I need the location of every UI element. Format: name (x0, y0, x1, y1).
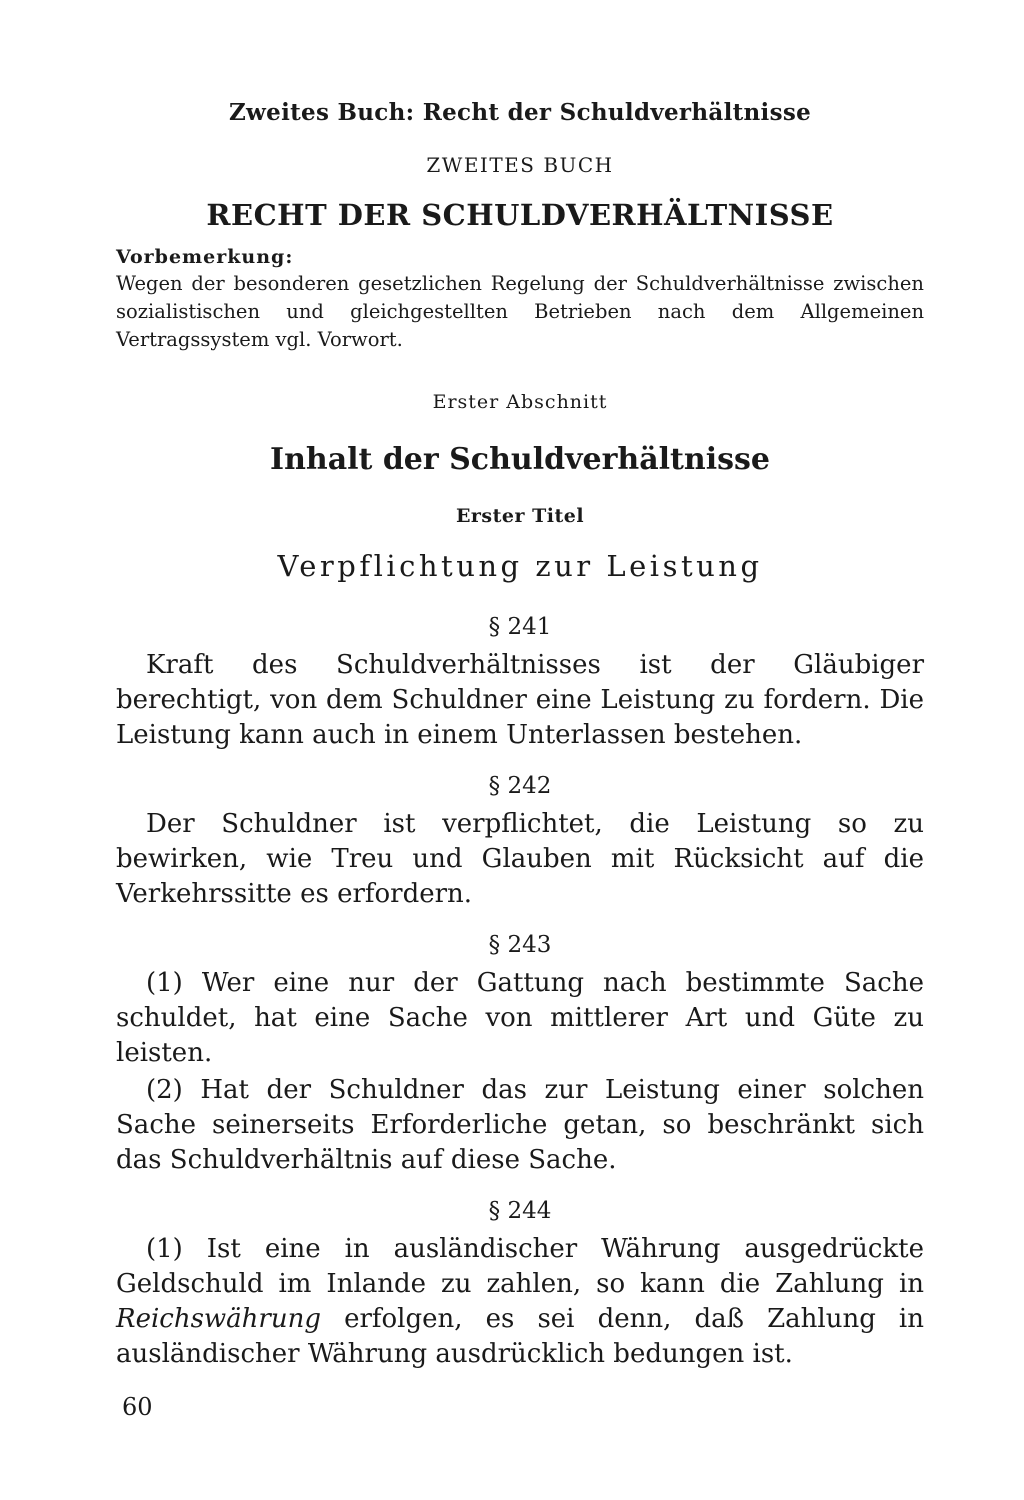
subsection-text-end: erfolgen, es sei denn, daß Zahlung in ausländischer Währung ausdrücklich bedungen ist. (116, 1304, 924, 1369)
title-name: Verpflichtung zur Leistung (277, 549, 763, 583)
paragraph-number: § 242 (488, 773, 552, 799)
preliminary-heading: Vorbemerkung: (116, 246, 294, 268)
running-head: Zweites Buch: Recht der Schuldverhältnisse (228, 99, 812, 126)
section-title: Inhalt der Schuldverhältnisse (270, 442, 770, 477)
paragraph-subsection: (1) Wer eine nur der Gattung nach bestimmte Sache schuldet, hat eine Sache von mittlerer Art und Güte zu leisten. (116, 968, 924, 1068)
emphasized-term: Reichswährung (116, 1304, 321, 1334)
paragraph-text: Kraft des Schuldverhältnisses ist der Gläubiger berechtigt, von dem Schuldner eine Leistung zu fordern. Die Leistung kann auch in einem Unterlassen bestehen. (116, 650, 924, 750)
paragraph-subsection: (2) Hat der Schuldner das zur Leistung einer solchen Sache seinerseits Erforderliche getan, so beschränkt sich das Schuldverhältnis auf diese Sache. (116, 1075, 924, 1175)
paragraph-text: Der Schuldner ist verpflichtet, die Leistung so zu bewirken, wie Treu und Glauben mit Rücksicht auf die Verkehrssitte es erfordern. (116, 809, 924, 909)
preliminary-text: Wegen der besonderen gesetzlichen Regelung der Schuldverhältnisse zwischen sozialistischen und gleichgestellten Betrieben nach dem Allgemeinen Vertragssystem vgl. Vorwort. (116, 272, 924, 351)
book-label: ZWEITES BUCH (426, 153, 614, 177)
paragraph-number: § 243 (488, 932, 552, 958)
page-number: 60 (122, 1393, 153, 1421)
paragraph-number: § 244 (488, 1198, 552, 1224)
book-page (116, 96, 924, 1372)
title-label: Erster Titel (455, 505, 585, 527)
paragraph-number: § 241 (488, 614, 552, 640)
book-title: RECHT DER SCHULDVERHÄLTNISSE (206, 198, 834, 232)
paragraph-subsection (116, 1232, 924, 1372)
subsection-text-start: (1) Ist eine in ausländischer Währung ausgedrückte Geldschuld im Inlande zu zahlen, so kann die Zahlung in (116, 1234, 924, 1299)
section-label: Erster Abschnitt (432, 391, 608, 413)
